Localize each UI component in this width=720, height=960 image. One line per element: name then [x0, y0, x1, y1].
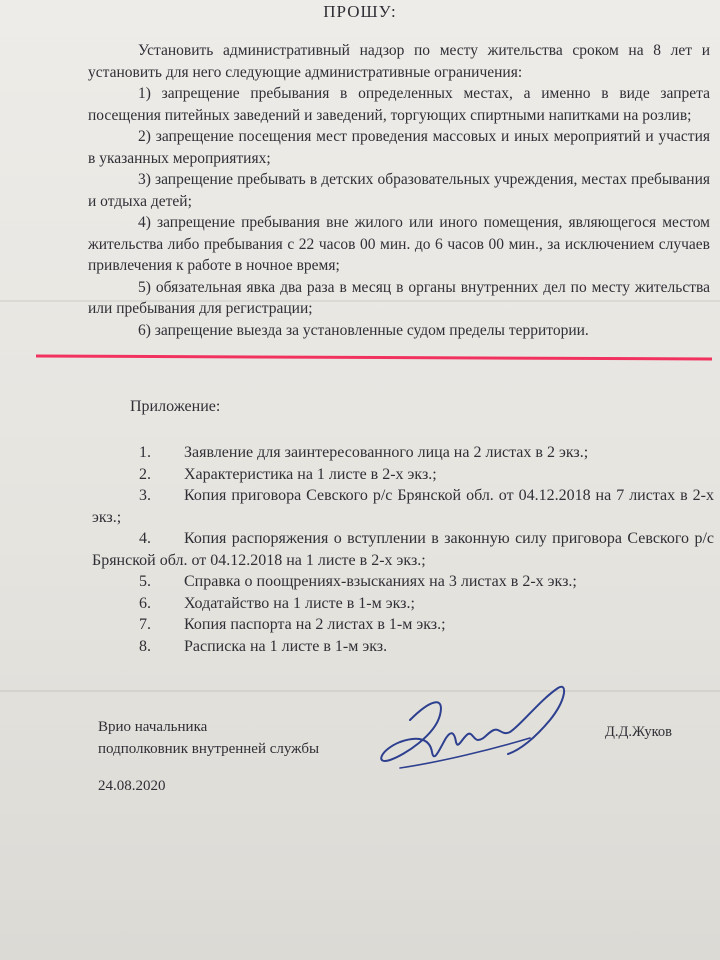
restriction-item: 6) запрещение выезда за установленные судом пределы территории. [138, 321, 589, 339]
restriction-item: 4) запрещение пребывания вне жилого или иного помещения, являющегося местом жительства либо пребывания с 22 часов 00 мин. до 6 часов 00 мин., за исключением случаев привлечения к работе в ночное время; [88, 214, 710, 274]
intro-paragraph: Установить административный надзор по месту жительства сроком на 8 лет и установить для него следующие административные ограничения: [88, 42, 710, 81]
restriction-item: 1) запрещение пребывания в определенных местах, а именно в виде запрета посещения питейных заведений и заведений, торгующих спиртными напитками на розлив; [88, 85, 710, 124]
list-item-text: Расписка на 1 листе в 1-м экз. [184, 637, 388, 655]
list-item-text: Копия распоряжения о вступлении в законную силу приговора Севского р/с Брянской обл. от 04.12.2018 на 1 листе в 2-х экз.; [92, 530, 714, 569]
list-item-text: Ходатайство на 1 листе в 1-м экз.; [184, 594, 415, 612]
list-item-text: Заявление для заинтересованного лица на 2 листах в 2 экз.; [184, 444, 589, 461]
list-item-number: 6. [139, 594, 151, 612]
request-body [88, 40, 710, 341]
list-item-number: 1. [139, 444, 151, 461]
list-item-text: Копия приговора Севского р/с Брянской обл. от 04.12.2018 на 7 листах в 2-х экз.; [92, 487, 714, 526]
list-item-number: 3. [139, 487, 151, 504]
position-line: Врио начальника [98, 719, 208, 735]
signatory-position [98, 716, 319, 760]
list-item [92, 442, 714, 464]
signatory-name: Д.Д.Жуков [605, 724, 672, 740]
list-item [92, 485, 714, 528]
document-heading: ПРОШУ: [323, 2, 397, 21]
restriction-item: 2) запрещение посещения мест проведения массовых и иных мероприятий и участия в указанных мероприятиях; [88, 128, 710, 167]
list-item-number: 4. [139, 530, 151, 547]
list-item [92, 614, 714, 636]
list-item [92, 464, 714, 486]
restriction-item: 3) запрещение пребывать в детских образовательных учреждения, местах пребывания и отдыха детей; [88, 171, 710, 210]
attachments-list [92, 442, 714, 657]
list-item-number: 5. [139, 573, 151, 590]
list-item-number: 2. [139, 465, 151, 483]
paper-fold [0, 690, 720, 692]
list-item-number: 7. [139, 616, 151, 633]
list-item-number: 8. [139, 637, 151, 655]
document-date: 24.08.2020 [98, 778, 166, 794]
list-item [92, 528, 714, 571]
list-item-text: Характеристика на 1 листе в 2-х экз.; [184, 465, 437, 483]
position-line: подполковник внутренней службы [98, 741, 320, 757]
attachments-title: Приложение: [130, 398, 221, 415]
handwritten-signature [370, 680, 585, 790]
list-item-text: Копия паспорта на 2 листах в 1-м экз.; [184, 616, 446, 633]
list-item [92, 636, 714, 658]
list-item-text: Справка о поощрениях-взысканиях на 3 листах в 2-х экз.; [184, 573, 577, 590]
list-item [92, 571, 714, 593]
highlight-underline [36, 355, 712, 361]
restriction-item: 5) обязательная явка два раза в месяц в органы внутренних дел по месту жительства или пребывания для регистрации; [88, 278, 710, 317]
list-item [92, 593, 714, 615]
